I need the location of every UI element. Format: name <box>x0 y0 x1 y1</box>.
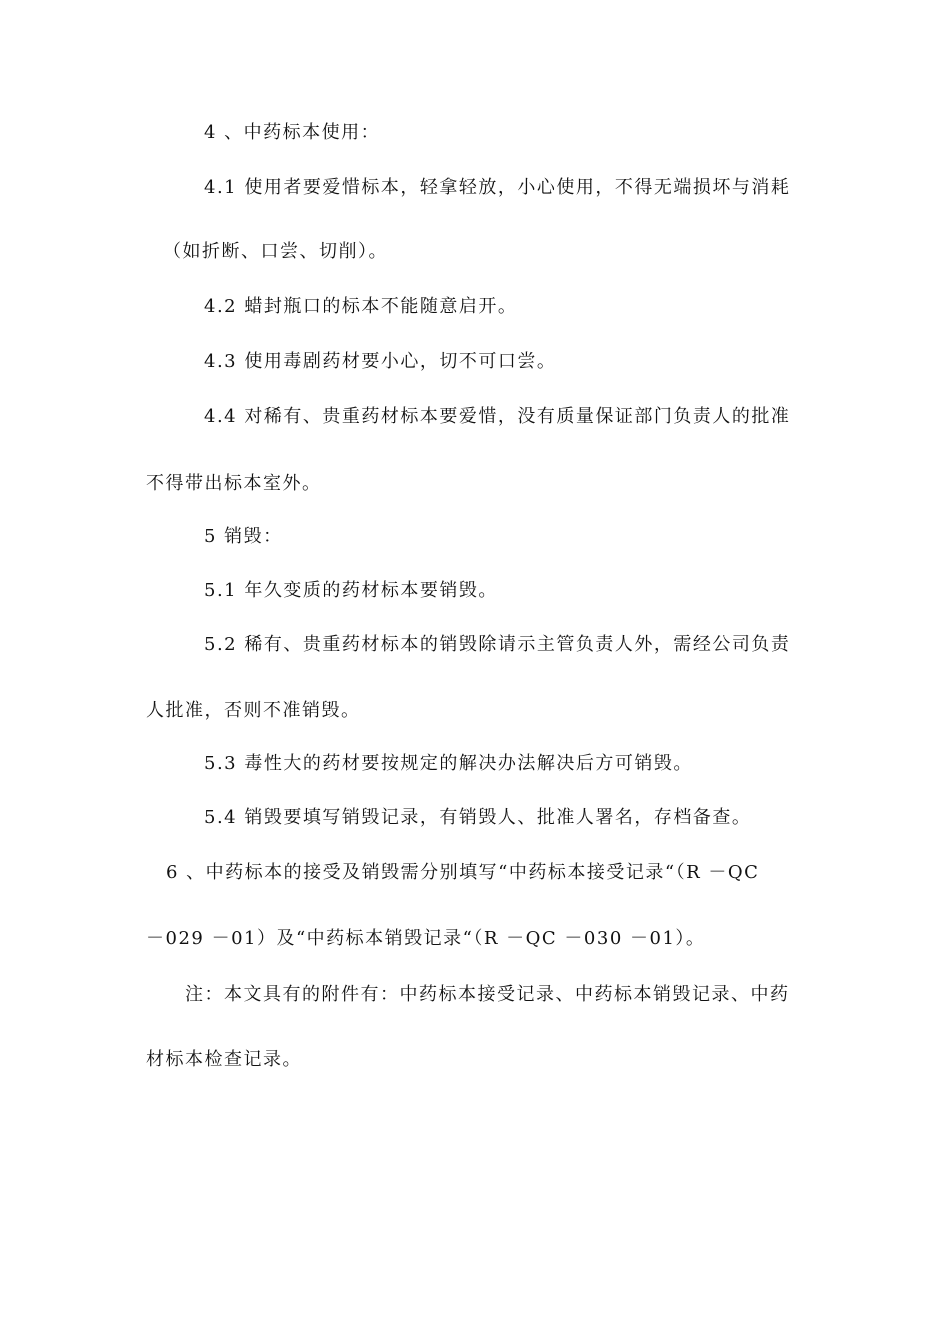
item-4-2: 4.2 蜡封瓶口的标本不能随意启开。 <box>204 296 518 317</box>
item-5-2-line-2: 人批准，否则不准销毁。 <box>146 700 361 721</box>
item-5-4: 5.4 销毁要填写销毁记录，有销毁人、批准人署名，存档备查。 <box>204 807 752 828</box>
section-6-line-1: 6 、中药标本的接受及销毁需分别填写“中药标本接受记录“（R －QC <box>166 862 760 883</box>
item-4-1-line-2: （如折断、口尝、切削）。 <box>163 241 388 262</box>
note-line-1: 注：本文具有的附件有：中药标本接受记录、中药标本销毁记录、中药 <box>185 984 790 1005</box>
item-5-2-line-1: 5.2 稀有、贵重药材标本的销毁除请示主管负责人外，需经公司负责 <box>204 634 791 655</box>
item-4-3: 4.3 使用毒剧药材要小心，切不可口尝。 <box>204 351 557 372</box>
note-line-2: 材标本检查记录。 <box>146 1049 302 1070</box>
item-4-4-line-2: 不得带出标本室外。 <box>146 473 322 494</box>
item-4-1-line-1: 4.1 使用者要爱惜标本，轻拿轻放，小心使用，不得无端损坏与消耗 <box>204 177 791 198</box>
item-5-3: 5.3 毒性大的药材要按规定的解决办法解决后方可销毁。 <box>204 753 693 774</box>
item-5-1: 5.1 年久变质的药材标本要销毁。 <box>204 580 498 601</box>
section-6-line-2: －029 －01）及“中药标本销毁记录“（R －QC －030 －01）。 <box>146 928 706 949</box>
item-4-4-line-1: 4.4 对稀有、贵重药材标本要爱惜，没有质量保证部门负责人的批准 <box>204 406 791 427</box>
section-5-heading: 5 销毁： <box>204 526 283 547</box>
section-4-heading: 4 、中药标本使用： <box>204 122 381 143</box>
